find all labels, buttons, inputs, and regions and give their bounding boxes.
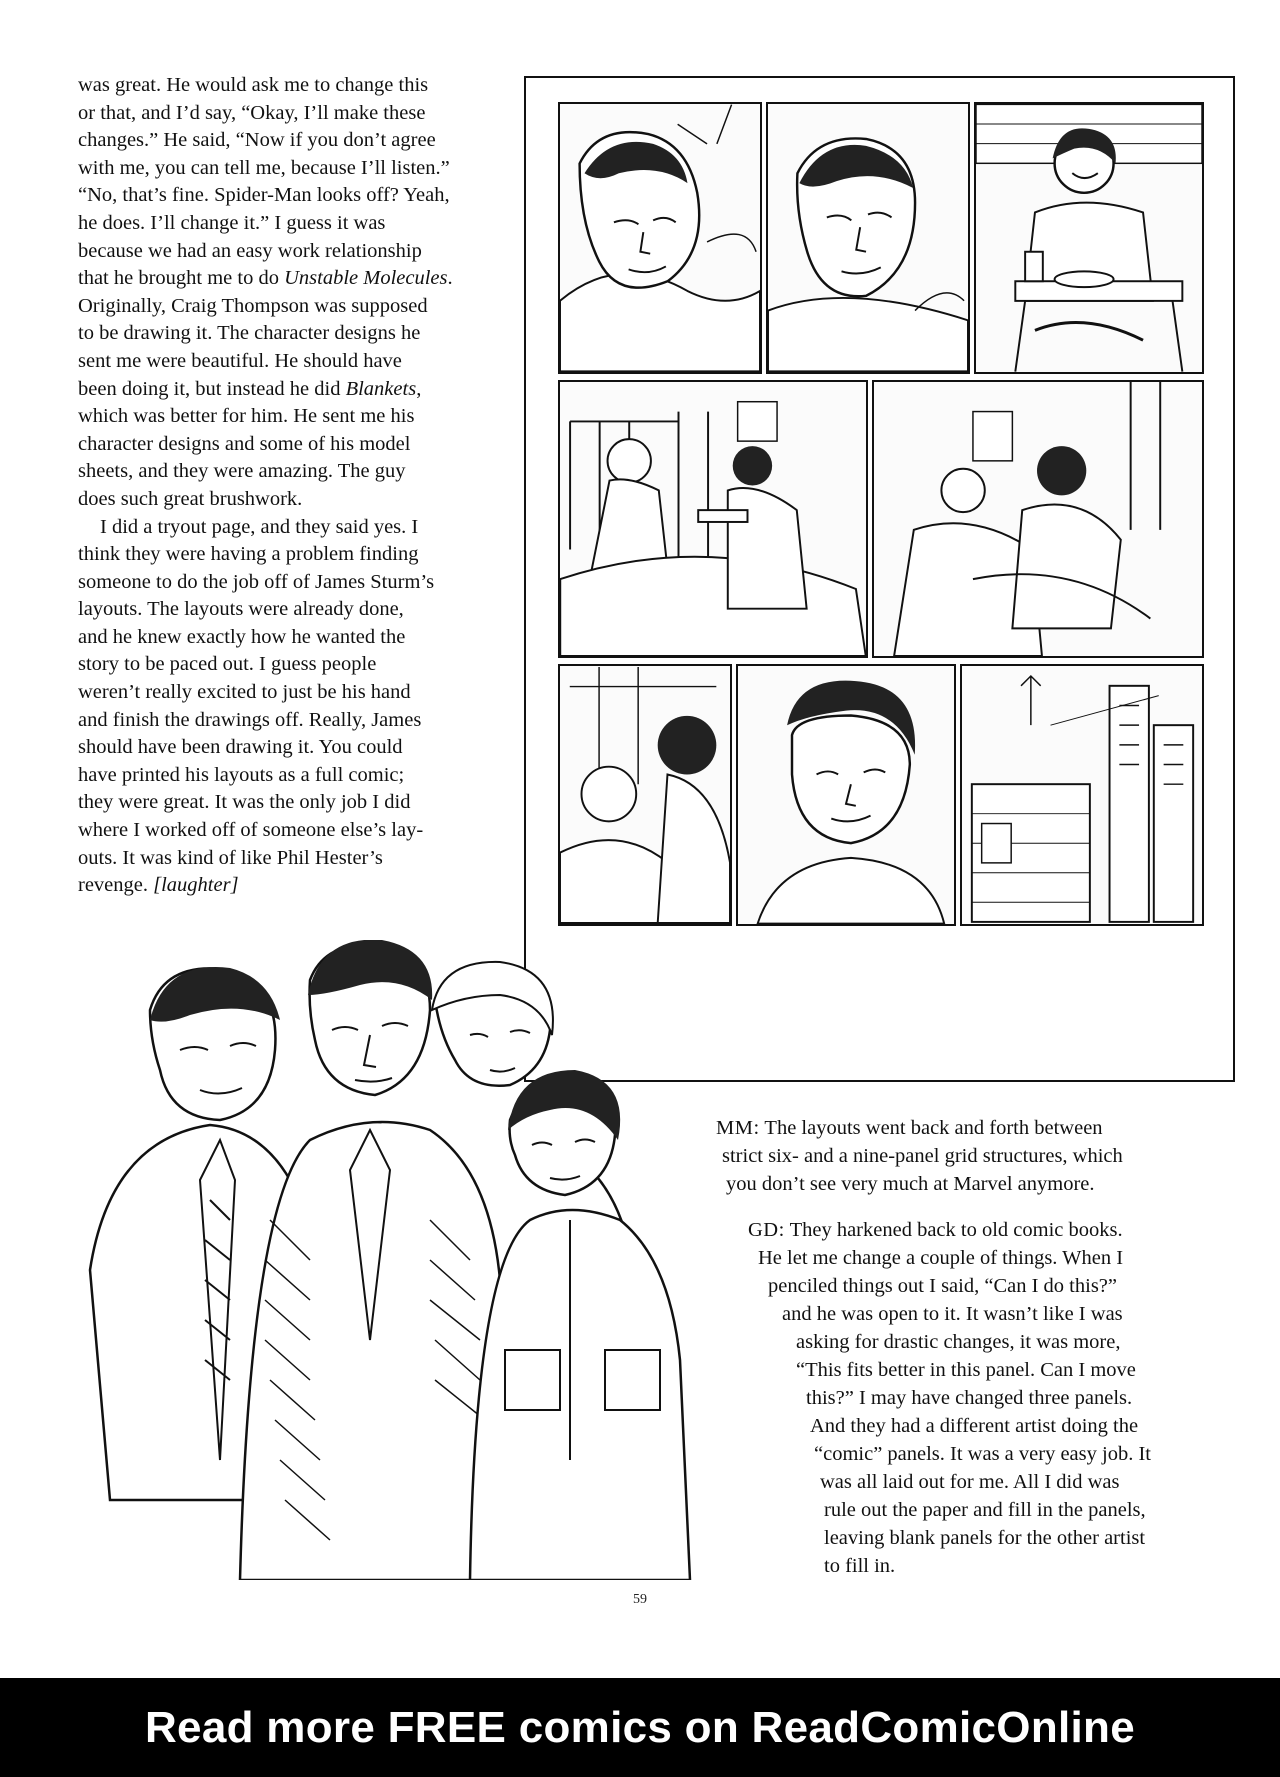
gd-line-9: “comic” panels. It was a very easy job. It — [814, 1443, 1151, 1465]
p1-line-4: with me, you can tell me, because I’ll listen.” — [78, 156, 450, 179]
panel-5-woman-reaching — [872, 380, 1204, 658]
gd-line-2: He let me change a couple of things. When I — [758, 1247, 1124, 1269]
panel-1-sleeping-man — [558, 102, 762, 374]
gd-line-3: penciled things out I said, “Can I do this?” — [768, 1275, 1117, 1297]
title-blankets: Blankets — [345, 377, 417, 400]
p1-line-5: “No, that’s fine. Spider-Man looks off? Yeah, — [78, 184, 450, 207]
mm-line-1 — [716, 1114, 1103, 1142]
p2-line-10: have printed his layouts as a full comic; — [78, 763, 405, 786]
panel-2-waking-man — [766, 102, 970, 374]
panel-8-city-skyline — [960, 664, 1204, 926]
comic-page-illustration — [524, 76, 1235, 1082]
p1-punct-2: , — [416, 377, 422, 400]
p1-line-13: which was better for him. He sent me his — [78, 405, 415, 428]
p1-line-2: or that, and I’d say, “Okay, I’ll make these — [78, 101, 426, 124]
p1-line-3: changes.” He said, “Now if you don’t agree — [78, 129, 436, 152]
laughter-note: [laughter] — [153, 874, 239, 897]
p2-line-3: someone to do the job off of James Sturm’s — [78, 570, 435, 593]
panel-5-art — [874, 382, 1202, 656]
gd-line-13: to fill in. — [824, 1555, 896, 1577]
gd-line-4: and he was open to it. It wasn’t like I was — [782, 1303, 1123, 1325]
p1-line-9: Originally, Craig Thompson was supposed — [78, 294, 428, 317]
mm-line-3: you don’t see very much at Marvel anymore. — [726, 1173, 1095, 1195]
mm-line-2: strict six- and a nine-panel grid structures, which — [722, 1145, 1123, 1167]
left-column-text — [78, 72, 498, 900]
p1-line-7: because we had an easy work relationship — [78, 239, 422, 262]
panel-8-art — [962, 666, 1202, 924]
gd-line-1 — [748, 1216, 1123, 1244]
p2-line-7: weren’t really excited to just be his hand — [78, 681, 411, 704]
gd-line-6: “This fits better in this panel. Can I move — [796, 1359, 1136, 1381]
p2-line-11: they were great. It was the only job I did — [78, 791, 411, 814]
gd-text-1: They harkened back to old comic books. — [789, 1219, 1123, 1241]
paragraph-1 — [78, 72, 498, 514]
p1-line-1: was great. He would ask me to change this — [78, 74, 429, 96]
p2-line-14: revenge. — [78, 874, 148, 897]
p1-line-10: to be drawing it. The character designs he — [78, 322, 421, 345]
p1-line-15: sheets, and they were amazing. The guy — [78, 460, 406, 483]
character-group-illustration — [70, 940, 790, 1580]
p2-line-13: outs. It was kind of like Phil Hester’s — [78, 846, 383, 869]
p1-line-14: character designs and some of his model — [78, 432, 411, 455]
panel-3-art — [976, 104, 1202, 372]
p1-line-11: sent me were beautiful. He should have — [78, 349, 402, 372]
p2-line-8: and finish the drawings off. Really, James — [78, 708, 422, 731]
panel-3-woman-with-tray — [974, 102, 1204, 374]
p1-line-6: he does. I’ll change it.” I guess it was — [78, 211, 386, 234]
p1-line-8: that he brought me to do — [78, 267, 279, 290]
character-group-art — [70, 940, 790, 1580]
panel-4-bedroom-wide — [558, 380, 868, 658]
gd-line-10: was all laid out for me. All I did was — [820, 1471, 1120, 1493]
p2-line-12: where I worked off of someone else’s lay- — [78, 819, 424, 842]
panel-6-art — [560, 666, 730, 924]
p2-line-9: should have been drawing it. You could — [78, 736, 403, 759]
mm-text-1: The layouts went back and forth between — [764, 1117, 1103, 1139]
p1-line-16: does such great brushwork. — [78, 487, 303, 510]
page-number: 59 — [633, 1592, 647, 1607]
panel-7-woman-smiling — [736, 664, 956, 926]
p2-line-4: layouts. The layouts were already done, — [78, 598, 404, 621]
panel-4-art — [560, 382, 866, 656]
panel-6-couple-closeup — [558, 664, 732, 926]
p1-punct-1: . — [447, 267, 453, 290]
p2-line-1: I did a tryout page, and they said yes. I — [100, 515, 419, 538]
p2-line-6: story to be paced out. I guess people — [78, 653, 377, 676]
title-unstable-molecules: Unstable Molecules — [284, 267, 448, 290]
promo-banner[interactable] — [0, 1678, 1280, 1777]
gd-line-5: asking for drastic changes, it was more, — [796, 1331, 1121, 1353]
p2-line-5: and he knew exactly how he wanted the — [78, 625, 406, 648]
speaker-gd: GD: — [748, 1219, 785, 1241]
gd-line-7: this?” I may have changed three panels. — [806, 1387, 1133, 1409]
panel-1-art — [560, 104, 760, 372]
panel-7-art — [738, 666, 954, 924]
gd-line-12: leaving blank panels for the other artist — [824, 1527, 1146, 1549]
speaker-mm: MM: — [716, 1117, 760, 1139]
p2-line-2: think they were having a problem finding — [78, 543, 419, 566]
promo-banner-text: Read more FREE comics on ReadComicOnline — [144, 1702, 1135, 1752]
interview-gd — [748, 1216, 1228, 1586]
gd-line-11: rule out the paper and fill in the panels, — [824, 1499, 1146, 1521]
gd-line-8: And they had a different artist doing the — [810, 1415, 1139, 1437]
paragraph-2 — [78, 514, 498, 900]
panel-2-art — [768, 104, 968, 372]
interview-mm — [716, 1114, 1216, 1204]
p1-line-12: been doing it, but instead he did — [78, 377, 341, 400]
